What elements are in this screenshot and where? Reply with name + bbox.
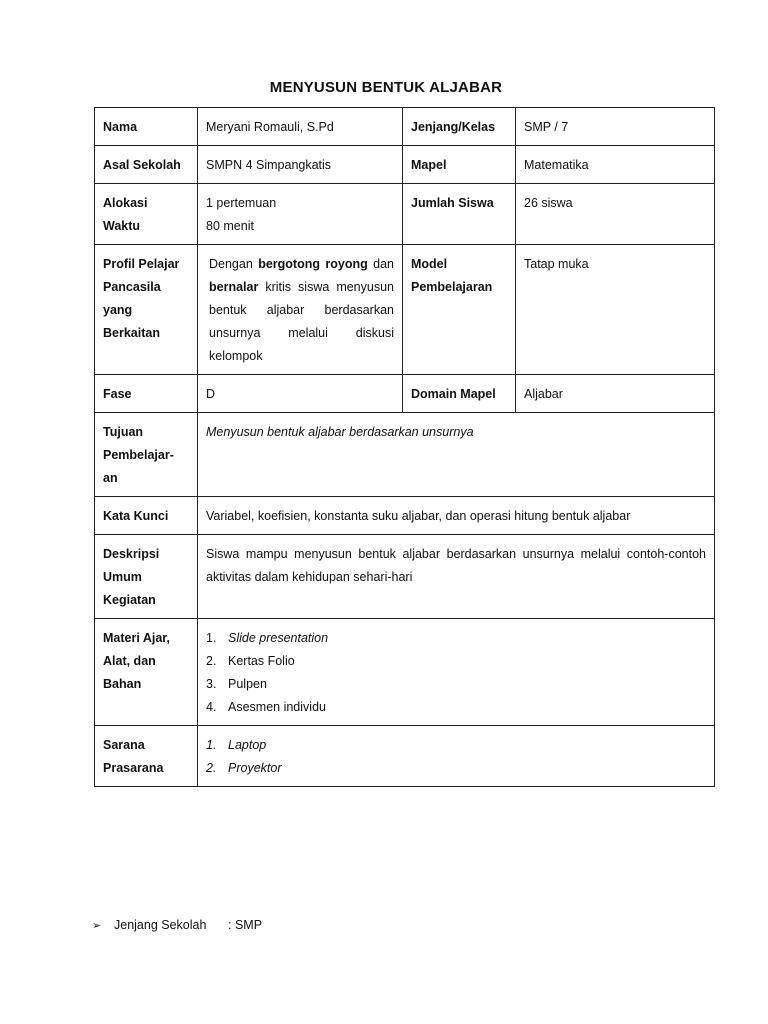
table-row (95, 184, 715, 245)
list-item (206, 757, 706, 780)
label-line: Alokasi (103, 196, 148, 210)
label-line: Alat, dan (103, 654, 156, 668)
label-kata-kunci: Kata Kunci (95, 497, 198, 535)
value-nama: Meryani Romauli, S.Pd (198, 108, 403, 146)
label-line: Waktu (103, 219, 141, 233)
value-profil-pelajar (198, 245, 403, 375)
sarana-list (206, 734, 706, 780)
footer-value: : SMP (228, 918, 263, 932)
list-number: 3. (206, 677, 217, 691)
list-text: Pulpen (228, 677, 267, 691)
label-line: Berkaitan (103, 326, 160, 340)
module-identity-table (94, 107, 715, 787)
list-text: Kertas Folio (228, 654, 295, 668)
label-alokasi-waktu (95, 184, 198, 245)
value-kata-kunci: Variabel, koefisien, konstanta suku aljabar, dan operasi hitung bentuk aljabar (198, 497, 715, 535)
label-line: Profil Pelajar (103, 257, 180, 271)
value-asal-sekolah: SMPN 4 Simpangkatis (198, 146, 403, 184)
label-profil-pelajar (95, 245, 198, 375)
value-domain-mapel: Aljabar (516, 375, 715, 413)
label-line: Materi Ajar, (103, 631, 170, 645)
label-nama: Nama (95, 108, 198, 146)
label-deskripsi-umum (95, 535, 198, 619)
label-line: Deskripsi (103, 547, 160, 561)
table-row (95, 619, 715, 726)
profil-text: Dengan (209, 257, 259, 271)
table-row (95, 726, 715, 787)
list-item (206, 650, 706, 673)
list-number: 2. (206, 654, 217, 668)
profil-text: dan (367, 257, 394, 271)
value-jumlah-siswa: 26 siswa (516, 184, 715, 245)
label-line: an (103, 471, 118, 485)
label-domain-mapel: Domain Mapel (403, 375, 516, 413)
table-row (95, 535, 715, 619)
value-line: 80 menit (206, 219, 254, 233)
list-text: Laptop (228, 738, 267, 752)
label-mapel: Mapel (403, 146, 516, 184)
label-line: Model (411, 257, 448, 271)
list-text: Proyektor (228, 761, 282, 775)
label-line: Pembelajar- (103, 448, 174, 462)
value-sarana-prasarana (198, 726, 715, 787)
table-row (95, 146, 715, 184)
label-line: yang (103, 303, 133, 317)
list-item (206, 696, 706, 719)
table-row (95, 375, 715, 413)
list-number: 4. (206, 700, 217, 714)
table-row (95, 245, 715, 375)
list-number: 1. (206, 631, 217, 645)
label-line: Prasarana (103, 761, 164, 775)
label-asal-sekolah: Asal Sekolah (95, 146, 198, 184)
list-text: Slide presentation (228, 631, 329, 645)
value-tujuan-pembelajaran: Menyusun bentuk aljabar berdasarkan unsurnya (198, 413, 715, 497)
profil-bold-gotong-royong: bergotong royong (258, 257, 368, 271)
label-line: Umum (103, 570, 142, 584)
value-deskripsi-umum: Siswa mampu menyusun bentuk aljabar berdasarkan unsurnya melalui contoh-contoh aktivitas dalam kehidupan sehari-hari (198, 535, 715, 619)
footer-jenjang-sekolah (92, 918, 262, 932)
label-line: Kegiatan (103, 593, 156, 607)
footer-label: Jenjang Sekolah (114, 918, 207, 932)
page-title: MENYUSUN BENTUK ALJABAR (269, 79, 503, 96)
label-line: Pembelajaran (411, 280, 493, 294)
list-item (206, 627, 706, 650)
label-line: Bahan (103, 677, 142, 691)
value-fase: D (198, 375, 403, 413)
list-text: Asesmen individu (228, 700, 326, 714)
value-jenjang: SMP / 7 (516, 108, 715, 146)
value-model-pembelajaran: Tatap muka (516, 245, 715, 375)
value-mapel: Matematika (516, 146, 715, 184)
arrow-bullet-icon: ➢ (92, 919, 102, 932)
label-line: Sarana (103, 738, 145, 752)
table-row (95, 413, 715, 497)
profil-text: kritis siswa menyusun bentuk aljabar berdasarkan unsurnya melalui diskusi kelompok (209, 280, 394, 363)
value-line: 1 pertemuan (206, 196, 277, 210)
label-tujuan-pembelajaran (95, 413, 198, 497)
label-jenjang: Jenjang/Kelas (403, 108, 516, 146)
label-fase: Fase (95, 375, 198, 413)
label-model-pembelajaran (403, 245, 516, 375)
materi-list (206, 627, 706, 719)
table-row (95, 108, 715, 146)
label-materi-ajar (95, 619, 198, 726)
label-line: Pancasila (103, 280, 161, 294)
label-sarana-prasarana (95, 726, 198, 787)
value-materi-ajar (198, 619, 715, 726)
label-jumlah-siswa: Jumlah Siswa (403, 184, 516, 245)
list-item (206, 673, 706, 696)
label-line: Tujuan (103, 425, 144, 439)
list-number: 2. (206, 761, 217, 775)
table-row (95, 497, 715, 535)
list-number: 1. (206, 738, 217, 752)
profil-bold-bernalar: bernalar (209, 280, 259, 294)
value-alokasi-waktu (198, 184, 403, 245)
list-item (206, 734, 706, 757)
